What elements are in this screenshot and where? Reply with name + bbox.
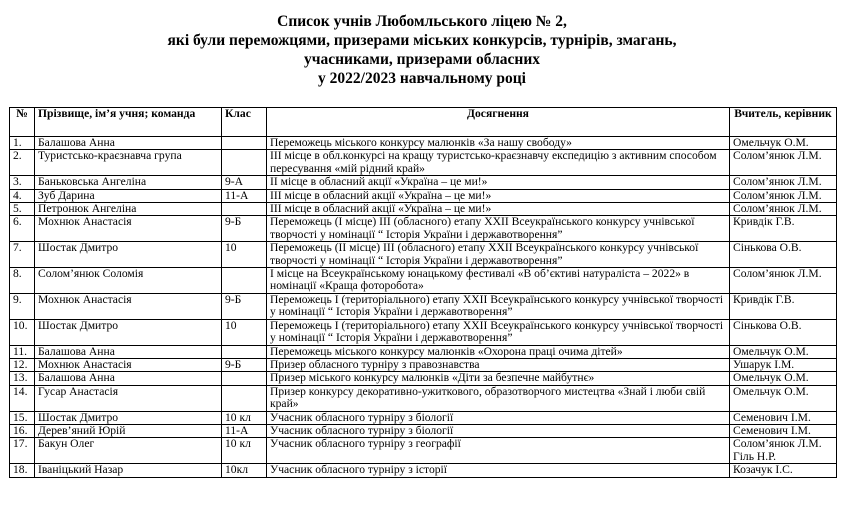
row-number: 15.: [10, 411, 35, 424]
student-name: Шостак Дмитро: [35, 319, 222, 345]
row-number: 16.: [10, 424, 35, 437]
row-number: 4.: [10, 189, 35, 202]
achievement-text: ІІІ місце в обласний акції «Україна – це ми!»: [267, 203, 730, 216]
header-achievement: Досягнення: [267, 108, 730, 137]
teacher-name: Солом’янюк Л.М. Гіль Н.Р.: [730, 438, 837, 464]
student-name: Шостак Дмитро: [35, 242, 222, 268]
row-number: 2.: [10, 150, 35, 176]
teacher-name: Солом’янюк Л.М.: [730, 189, 837, 202]
table-row: [10, 438, 837, 464]
student-name: Мохнюк Анастасія: [35, 216, 222, 242]
student-class: 9-Б: [222, 216, 267, 242]
header-number: №: [10, 108, 35, 137]
achievement-text: ІІІ місце в обл.конкурсі на кращу туристсько-краєзнавчу експедицію з активним способом пересування «мій рідний край»: [267, 150, 730, 176]
title-line-4: у 2022/2023 навчальному році: [318, 70, 526, 87]
table-row: [10, 293, 837, 319]
row-number: 17.: [10, 438, 35, 464]
table-row: [10, 464, 837, 477]
achievement-text: Призер обласного турніру з правознавства: [267, 358, 730, 371]
achievement-text: Учасник обласного турніру з біології: [267, 411, 730, 424]
row-number: 13.: [10, 372, 35, 385]
teacher-name: Семенович І.М.: [730, 411, 837, 424]
row-number: 10.: [10, 319, 35, 345]
achievement-text: Переможець І (територіального) етапу ХХІІ Всеукраїнського конкурсу учнівської творчості у номінації “ Історія України і державотворення”: [267, 293, 730, 319]
achievement-text: Учасник обласного турніру з географії: [267, 438, 730, 464]
table-body: [10, 137, 837, 478]
table-row: [10, 189, 837, 202]
student-class: 9-А: [222, 176, 267, 189]
title-line-3: учасниками, призерами обласних: [303, 51, 541, 68]
teacher-name: Сінькова О.В.: [730, 319, 837, 345]
teacher-name: Омельчук О.М.: [730, 345, 837, 358]
table-row: [10, 411, 837, 424]
student-name: Іваніцький Назар: [35, 464, 222, 477]
table-row: [10, 385, 837, 411]
title-line-2: які були переможцями, призерами міських конкурсів, турнірів, змагань,: [167, 32, 677, 49]
row-number: 12.: [10, 358, 35, 371]
table-row: [10, 424, 837, 437]
table-row: [10, 216, 837, 242]
teacher-name: Семенович І.М.: [730, 424, 837, 437]
teacher-name: Солом’янюк Л.М.: [730, 268, 837, 294]
row-number: 7.: [10, 242, 35, 268]
achievement-text: Переможець міського конкурсу малюнків «За нашу свободу»: [267, 137, 730, 150]
student-class: [222, 345, 267, 358]
header-teacher: Вчитель, керівник: [730, 108, 837, 137]
table-row: [10, 268, 837, 294]
student-name: Балашова Анна: [35, 372, 222, 385]
student-class: [222, 385, 267, 411]
student-name: Дерев’яний Юрій: [35, 424, 222, 437]
teacher-name: Солом’янюк Л.М.: [730, 203, 837, 216]
student-class: 11-А: [222, 424, 267, 437]
student-name: Шостак Дмитро: [35, 411, 222, 424]
achievement-text: Переможець (ІІ місце) ІІІ (обласного) етапу ХХІІ Всеукраїнського конкурсу учнівської творчості у номінації “ Історія України і державотворення”: [267, 242, 730, 268]
row-number: 8.: [10, 268, 35, 294]
row-number: 11.: [10, 345, 35, 358]
student-class: 11-А: [222, 189, 267, 202]
student-name: Балашова Анна: [35, 137, 222, 150]
teacher-name: Кривдік Г.В.: [730, 216, 837, 242]
achievement-text: Переможець (І місце) ІІІ (обласного) етапу ХХІІ Всеукраїнського конкурсу учнівської творчості у номінації “ Історія України і державотворення”: [267, 216, 730, 242]
student-class: 10: [222, 242, 267, 268]
student-name: Петронюк Ангеліна: [35, 203, 222, 216]
student-class: 9-Б: [222, 358, 267, 371]
teacher-name: Кривдік Г.В.: [730, 293, 837, 319]
student-name: Гусар Анастасія: [35, 385, 222, 411]
table-row: [10, 319, 837, 345]
row-number: 6.: [10, 216, 35, 242]
teacher-name: Омельчук О.М.: [730, 137, 837, 150]
teacher-name: Солом’янюк Л.М.: [730, 176, 837, 189]
teacher-name: Омельчук О.М.: [730, 385, 837, 411]
student-class: [222, 137, 267, 150]
achievement-text: Переможець І (територіального) етапу ХХІІ Всеукраїнського конкурсу учнівської творчості у номінації “ Історія України і державотворення”: [267, 319, 730, 345]
achievement-text: Призер конкурсу декоративно-ужиткового, образотворчого мистецтва «Знай і люби свій край»: [267, 385, 730, 411]
achievement-text: Учасник обласного турніру з біології: [267, 424, 730, 437]
students-table: [9, 107, 837, 478]
table-row: [10, 203, 837, 216]
title-line-1: Список учнів Любомльського ліцею № 2,: [277, 13, 567, 30]
student-name: Мохнюк Анастасія: [35, 358, 222, 371]
teacher-name: Омельчук О.М.: [730, 372, 837, 385]
teacher-name: Сінькова О.В.: [730, 242, 837, 268]
achievement-text: Переможець міського конкурсу малюнків «Охорона праці очима дітей»: [267, 345, 730, 358]
table-row: [10, 345, 837, 358]
table-row: [10, 137, 837, 150]
header-class: Клас: [222, 108, 267, 137]
teacher-name: Солом’янюк Л.М.: [730, 150, 837, 176]
row-number: 18.: [10, 464, 35, 477]
student-class: [222, 150, 267, 176]
student-class: [222, 372, 267, 385]
student-class: [222, 268, 267, 294]
row-number: 5.: [10, 203, 35, 216]
student-name: Зуб Дарина: [35, 189, 222, 202]
table-header-row: [10, 108, 837, 137]
achievement-text: ІІІ місце в обласний акції «Україна – це ми!»: [267, 189, 730, 202]
teacher-name: Козачук І.С.: [730, 464, 837, 477]
row-number: 3.: [10, 176, 35, 189]
row-number: 9.: [10, 293, 35, 319]
row-number: 14.: [10, 385, 35, 411]
table-row: [10, 150, 837, 176]
achievement-text: Призер міського конкурсу малюнків «Діти за безпечне майбутнє»: [267, 372, 730, 385]
student-class: 9-Б: [222, 293, 267, 319]
student-class: 10: [222, 319, 267, 345]
student-class: 10кл: [222, 464, 267, 477]
student-class: 10 кл: [222, 438, 267, 464]
table-row: [10, 176, 837, 189]
achievement-text: Учасник обласного турніру з історії: [267, 464, 730, 477]
table-row: [10, 358, 837, 371]
table-row: [10, 372, 837, 385]
header-name: Прізвище, ім’я учня; команда: [35, 108, 222, 137]
student-name: Туристсько-краєзнавча група: [35, 150, 222, 176]
table-row: [10, 242, 837, 268]
student-name: Балашова Анна: [35, 345, 222, 358]
student-class: [222, 203, 267, 216]
student-name: Солом’янюк Соломія: [35, 268, 222, 294]
row-number: 1.: [10, 137, 35, 150]
achievement-text: І місце на Всеукраїнському юнацькому фестивалі «В об’єктиві натураліста – 2022» в номінації «Краща фоторобота»: [267, 268, 730, 294]
student-name: Мохнюк Анастасія: [35, 293, 222, 319]
student-name: Бакун Олег: [35, 438, 222, 464]
student-class: 10 кл: [222, 411, 267, 424]
student-name: Баньковська Ангеліна: [35, 176, 222, 189]
teacher-name: Ушарук І.М.: [730, 358, 837, 371]
achievement-text: ІІ місце в обласний акції «Україна – це ми!»: [267, 176, 730, 189]
document-title: [0, 12, 844, 88]
